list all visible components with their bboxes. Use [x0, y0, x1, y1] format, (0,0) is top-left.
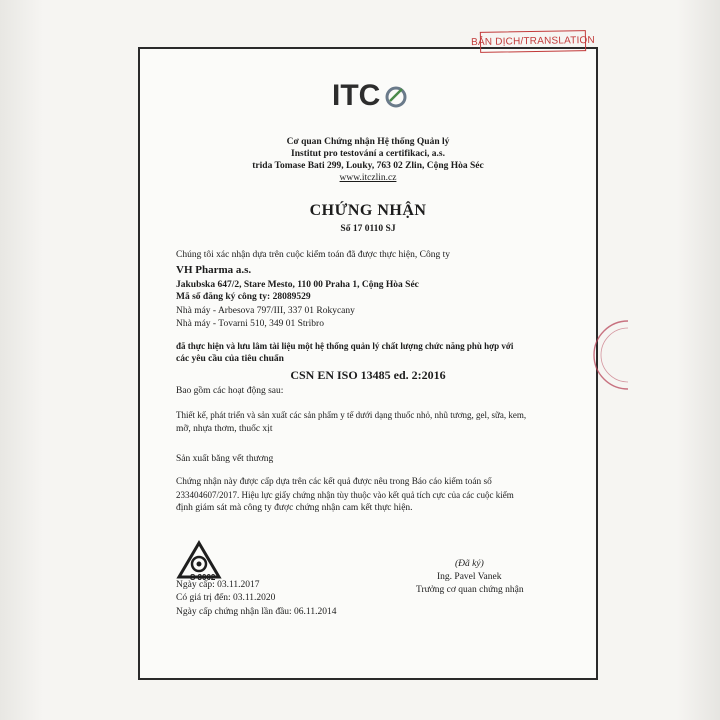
scope-line-1: Thiết kế, phát triển và sản xuất các sản phẩm y tế dưới dạng thuốc nhỏ, nhũ tương, gel, sữa, kem, — [176, 410, 527, 420]
date-issued: Ngày cấp: 03.11.2017 — [176, 580, 260, 590]
signatory-position: Trưởng cơ quan chứng nhận — [416, 585, 524, 595]
date-valid-until: Có giá trị đến: 03.11.2020 — [176, 593, 276, 603]
plant-2: Nhà máy - Tovarni 510, 349 01 Stribro — [176, 319, 324, 329]
company-name: VH Pharma a.s. — [176, 264, 252, 276]
validity-line-1: Chứng nhận này được cấp dựa trên các kết quả được nêu trong Báo cáo kiểm toán số — [176, 477, 492, 487]
issuer-address: trida Tomase Bati 299, Louky, 763 02 Zlin, Cộng Hòa Séc — [252, 161, 484, 171]
signature-mark: (Đã ký) — [455, 559, 484, 569]
scope-line-2: mỡ, nhựa thơm, thuốc xịt — [176, 424, 273, 434]
svg-text:ITC: ITC — [332, 79, 381, 112]
plant-1: Nhà máy - Arbesova 797/III, 337 01 Rokycany — [176, 306, 355, 316]
issuer-website: www.itczlin.cz — [339, 173, 397, 183]
issuer-name-vi: Cơ quan Chứng nhận Hệ thống Quản lý — [286, 137, 450, 147]
issuer-name: Institut pro testování a certifikaci, a.s. — [291, 149, 445, 159]
certificate-title: CHỨNG NHẬN — [309, 202, 427, 219]
statement-line-1: đã thực hiện và lưu lâm tài liệu một hệ thống quản lý chất lượng chức năng phù hợp với — [176, 341, 514, 351]
signatory-name: Ing. Pavel Vanek — [437, 572, 502, 582]
statement-line-2: các yêu cầu của tiêu chuẩn — [176, 354, 284, 364]
accreditation-code: S 3002 — [190, 573, 216, 582]
certificate-number: Số 17 0110 SJ — [340, 224, 396, 234]
standard: CSN EN ISO 13485 ed. 2:2016 — [290, 368, 446, 382]
partial-seal-icon — [588, 310, 628, 400]
validity-line-3: định giám sát mà công ty được chứng nhận cam kết thực hiện. — [176, 503, 413, 513]
company-address: Jakubska 647/2, Stare Mesto, 110 00 Praha 1, Cộng Hòa Séc — [176, 280, 419, 290]
itc-logo — [330, 72, 410, 114]
company-reg-no: Mã số đăng ký công ty: 28089529 — [176, 292, 311, 302]
intro-text: Chúng tôi xác nhận dựa trên cuộc kiểm toán đã được thực hiện, Công ty — [176, 250, 451, 260]
date-first-issued: Ngày cấp chứng nhận lần đầu: 06.11.2014 — [176, 607, 337, 617]
translation-stamp: BẢN DỊCH/TRANSLATION — [480, 30, 586, 53]
validity-line-2: 233404607/2017. Hiệu lực giấy chứng nhận tùy thuộc vào kết quả tích cực của các cuộc kiểm — [176, 490, 514, 500]
scope-intro: Bao gồm các hoạt động sau: — [176, 386, 284, 396]
scope-line-3: Sản xuất băng vết thương — [176, 454, 274, 464]
